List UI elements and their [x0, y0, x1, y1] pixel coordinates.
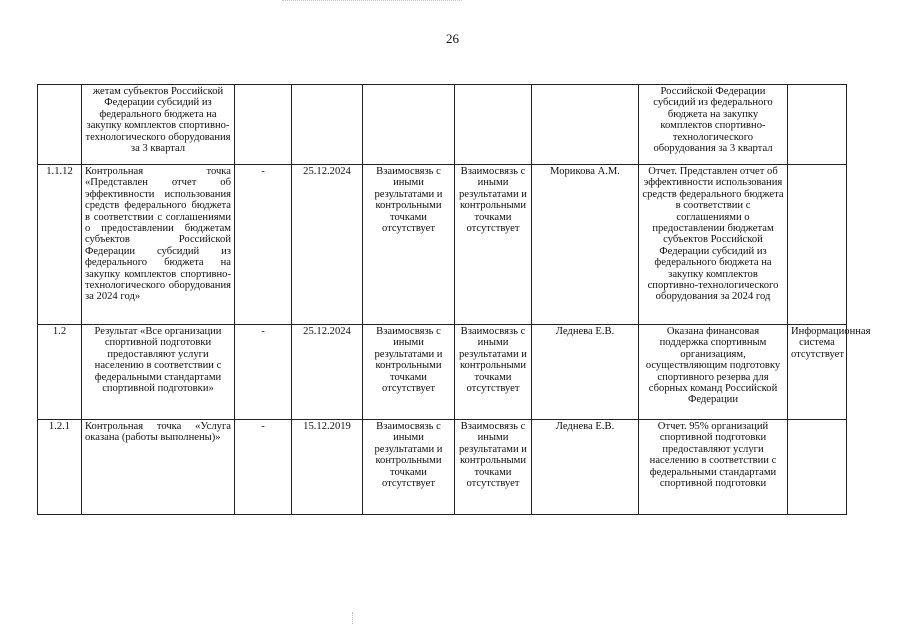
- cell-code: 1.1.12: [38, 165, 82, 325]
- scan-artifact-bottom: [352, 612, 354, 624]
- scan-artifact-top: [282, 0, 462, 5]
- cell-end: 25.12.2024: [292, 325, 363, 420]
- cell-code: 1.2.1: [38, 420, 82, 515]
- cell-result: Российской Федерации субсидий из федерального бюджета на закупку комплектов спортивно-технологического оборудования за 3 квартал: [639, 85, 788, 165]
- cell-result: Отчет. 95% организаций спортивной подготовки предоставляют услуги населению в соответствии с федеральными стандартами спортивной подготовки: [639, 420, 788, 515]
- cell-start: [235, 85, 292, 165]
- cell-link-prev: Взаимосвязь с иными результатами и контрольными точками отсутствует: [363, 325, 455, 420]
- cell-info-system: Информационная система отсутствует: [788, 325, 847, 420]
- cell-event: жетам субъектов Российской Федерации субсидий из федерального бюджета на закупку комплектов спортивно-технологического оборудования за 3 квартал: [82, 85, 235, 165]
- cell-responsible: Леднева Е.В.: [532, 420, 639, 515]
- table-row: [38, 325, 847, 420]
- table-row: [38, 165, 847, 325]
- plan-table: [37, 84, 871, 515]
- cell-code: [38, 85, 82, 165]
- table-row: [38, 420, 847, 515]
- cell-result: Оказана финансовая поддержка спортивным организациям, осуществляющим подготовку спортивного резерва для сборных команд Российской Федерации: [639, 325, 788, 420]
- cell-link-prev: Взаимосвязь с иными результатами и контрольными точками отсутствует: [363, 420, 455, 515]
- cell-responsible: Морикова А.М.: [532, 165, 639, 325]
- cell-code: 1.2: [38, 325, 82, 420]
- cell-link-next: Взаимосвязь с иными результатами и контрольными точками отсутствует: [455, 420, 532, 515]
- cell-result: Отчет. Представлен отчет об эффективности использования средств федерального бюджета в соответствии с соглашениями о предоставлении бюджетам субъектов Российской Федерации субсидий из федерального бюджета на закупку комплектов спортивно-технологического оборудования за 2024 год: [639, 165, 788, 325]
- cell-end: [292, 85, 363, 165]
- cell-start: -: [235, 325, 292, 420]
- cell-start: -: [235, 165, 292, 325]
- cell-link-next: Взаимосвязь с иными результатами и контрольными точками отсутствует: [455, 325, 532, 420]
- cell-event: Результат «Все организации спортивной подготовки предоставляют услуги населению в соответствии с федеральными стандартами спортивной подготовки»: [82, 325, 235, 420]
- cell-link-prev: [363, 85, 455, 165]
- cell-responsible: Леднева Е.В.: [532, 325, 639, 420]
- cell-responsible: [532, 85, 639, 165]
- cell-end: 25.12.2024: [292, 165, 363, 325]
- cell-link-next: [455, 85, 532, 165]
- cell-link-prev: Взаимосвязь с иными результатами и контрольными точками отсутствует: [363, 165, 455, 325]
- cell-info-system: [788, 420, 847, 515]
- cell-event: Контрольная точка «Представлен отчет об эффективности использования средств федерального бюджета в соответствии с соглашениями о предоставлении бюджетам субъектов Российской Федерации субсидий из федерального бюджета на закупку комплектов спортивно-технологического оборудования за 2024 год»: [82, 165, 235, 325]
- cell-info-system: [788, 85, 847, 165]
- cell-event: Контрольная точка «Услуга оказана (работы выполнены)»: [82, 420, 235, 515]
- cell-start: -: [235, 420, 292, 515]
- table-row: [38, 85, 847, 165]
- cell-link-next: Взаимосвязь с иными результатами и контрольными точками отсутствует: [455, 165, 532, 325]
- cell-info-system: [788, 165, 847, 325]
- cell-end: 15.12.2019: [292, 420, 363, 515]
- page-number: 26: [446, 31, 459, 46]
